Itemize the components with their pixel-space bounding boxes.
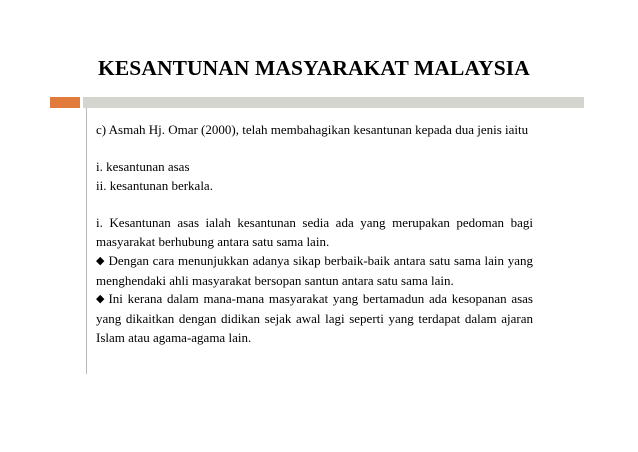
black-diamond-icon: ◆ (96, 293, 105, 306)
bullet-text: Dengan cara menunjukkan adanya sikap berbaik-baik antara satu sama lain yang menghendaki ahli masyarakat bersopan santun antara satu sama lain. (96, 252, 533, 288)
slide-body (96, 121, 533, 347)
type-item-periodic: ii. kesantunan berkala. (96, 178, 213, 194)
black-diamond-icon: ◆ (96, 254, 105, 267)
spacer (96, 140, 533, 159)
type-item-basic: i. kesantunan asas (96, 159, 190, 175)
vertical-divider (86, 108, 87, 374)
spacer (96, 196, 533, 215)
definition-paragraph: i. Kesantunan asas ialah kesantunan sedia ada yang merupakan pedoman bagi masyarakat berhubung antara satu sama lain. (96, 215, 533, 250)
accent-bar-orange (50, 97, 80, 108)
intro-paragraph: c) Asmah Hj. Omar (2000), telah membahagikan kesantunan kepada dua jenis iaitu (96, 122, 529, 137)
bullet-item (96, 252, 533, 290)
bullet-text: Ini kerana dalam mana-mana masyarakat yang bertamadun ada kesopanan asas yang dikaitkan dengan didikan sejak awal lagi seperti yang terdapat dalam ajaran Islam atau agama-agama lain. (96, 291, 533, 345)
bullet-item (96, 290, 533, 347)
accent-bar-gray (83, 97, 584, 108)
slide-title: KESANTUNAN MASYARAKAT MALAYSIA (98, 56, 530, 80)
